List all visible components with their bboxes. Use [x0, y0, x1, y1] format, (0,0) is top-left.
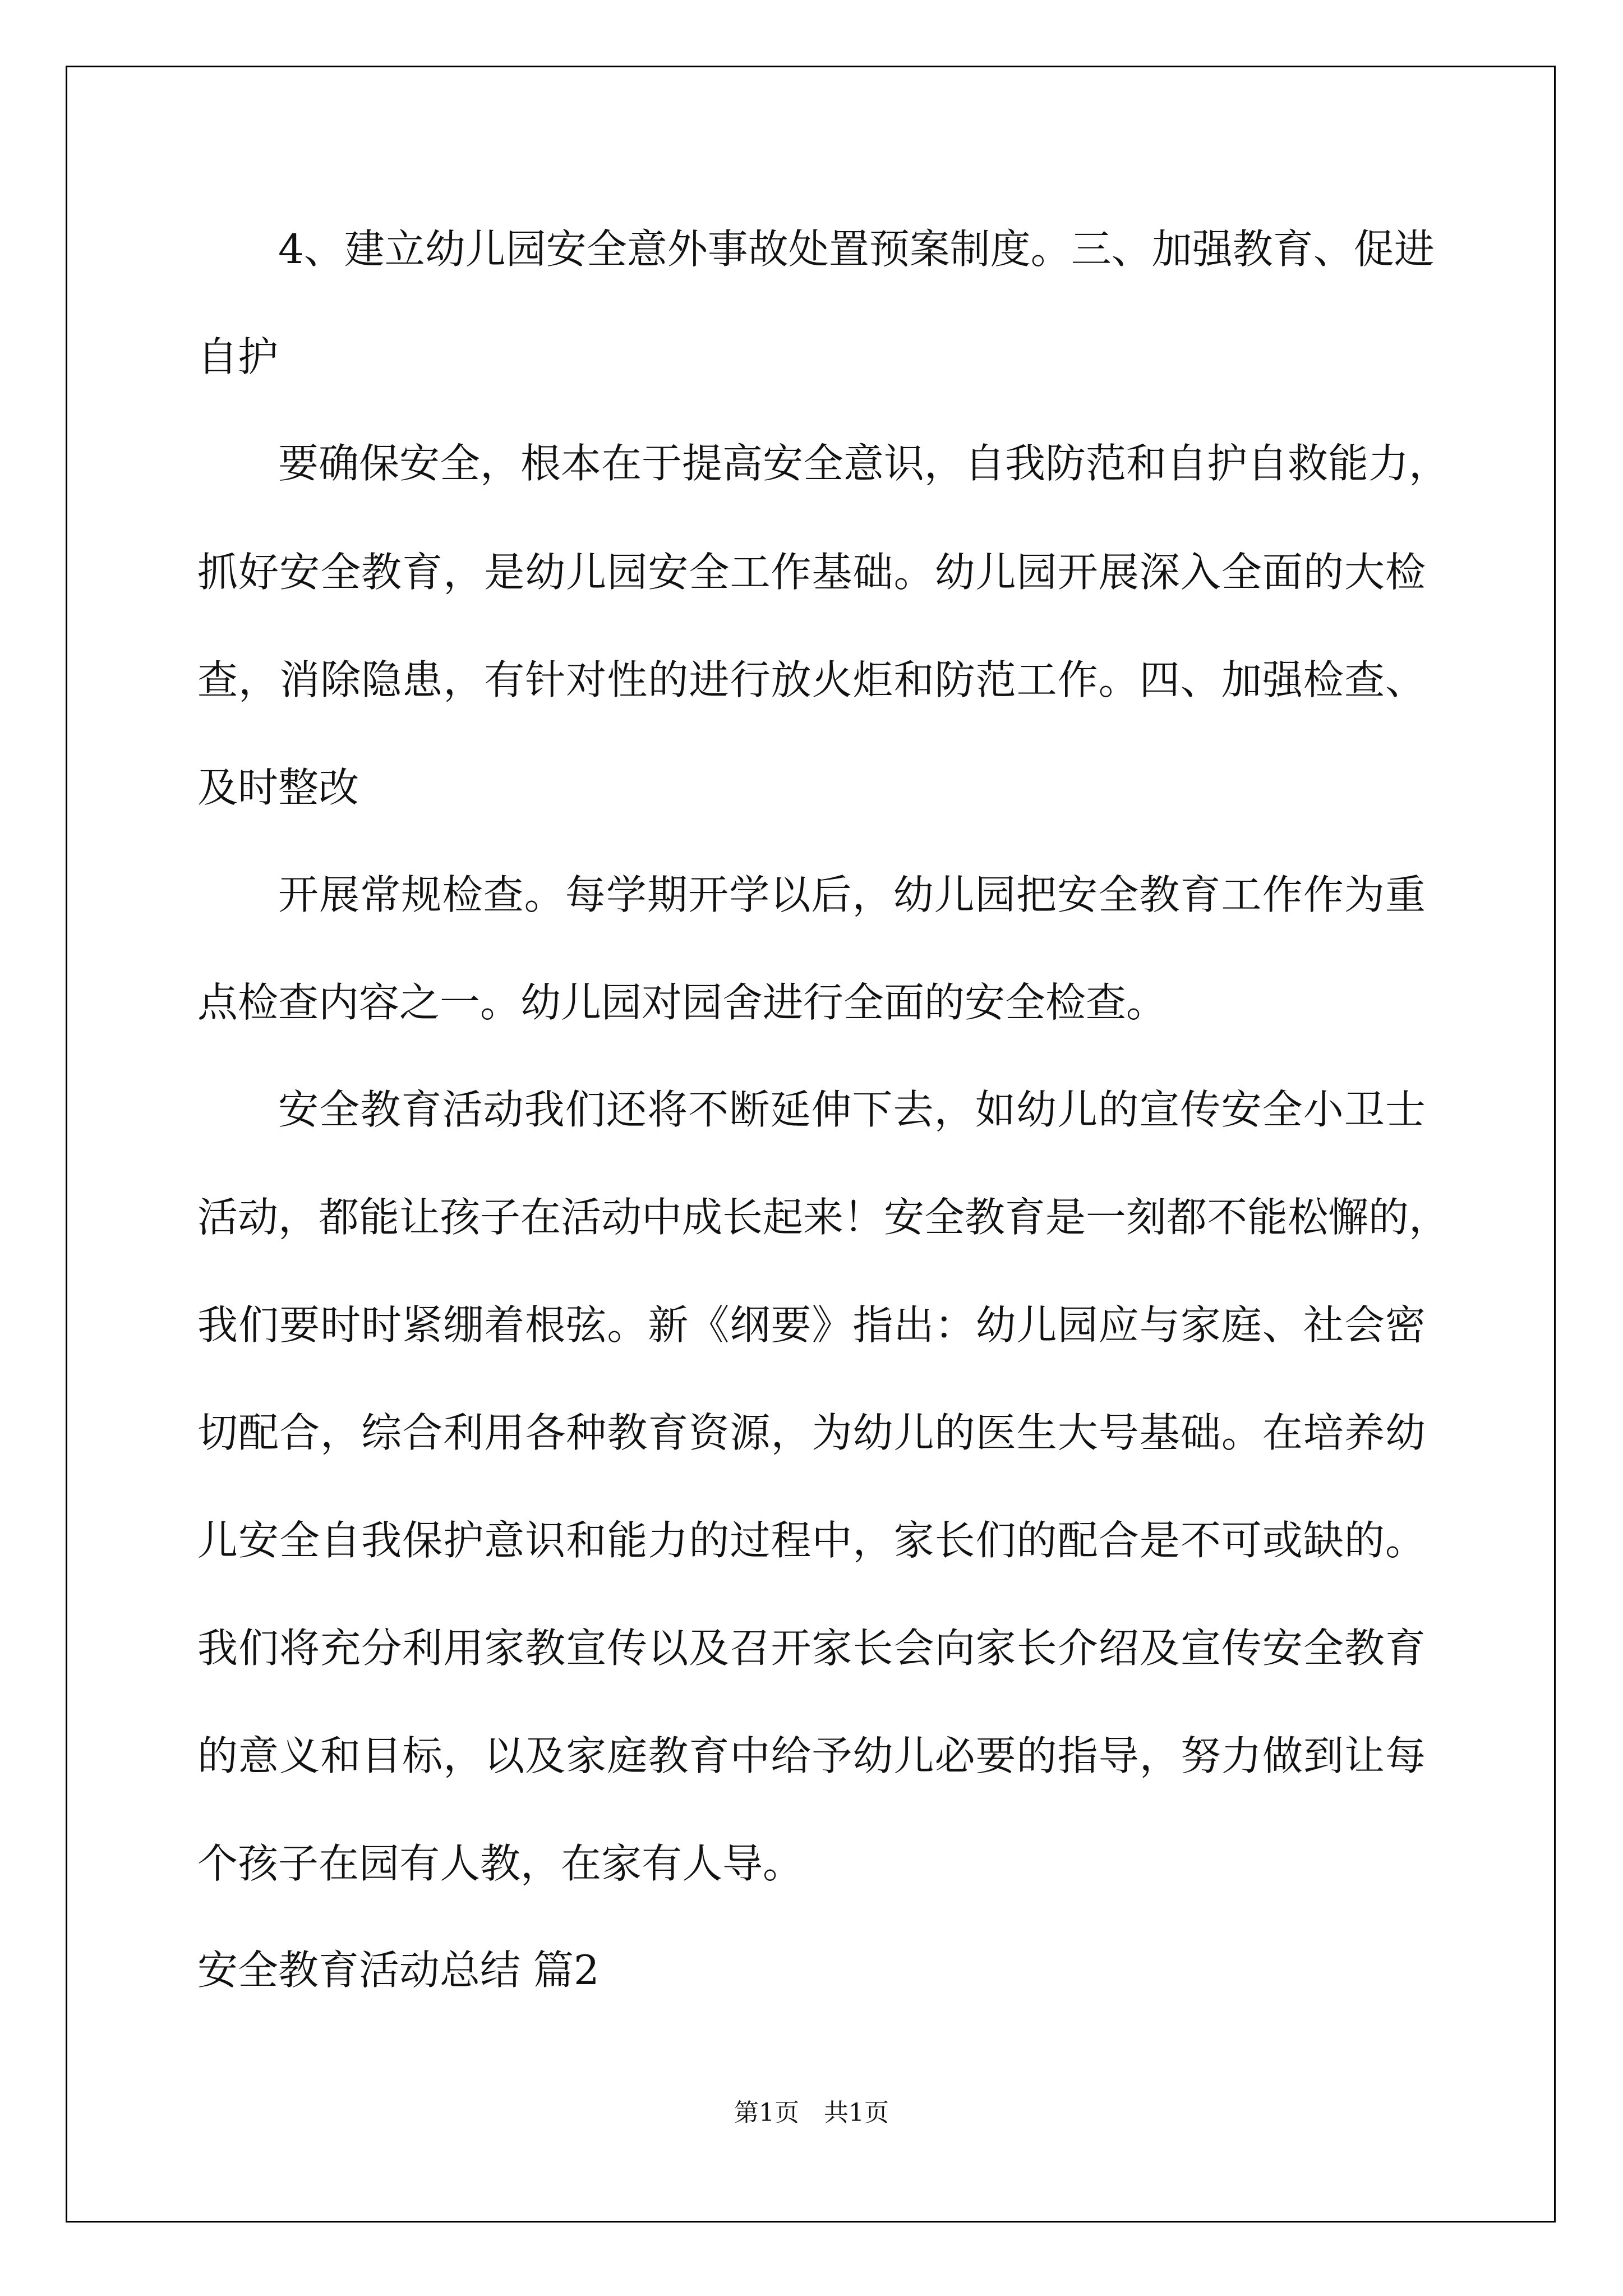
paragraph-line: 儿安全自我保护意识和能力的过程中，家长们的配合是不可或缺的。: [197, 1517, 1426, 1564]
section-heading: 安全教育活动总结 篇2: [197, 1947, 600, 1994]
paragraph-line: 切配合，综合利用各种教育资源，为幼儿的医生大号基础。在培养幼: [197, 1409, 1426, 1456]
paragraph-line: 4、建立幼儿园安全意外事故处置预案制度。三、加强教育、促进: [278, 226, 1435, 273]
paragraph-line: 我们要时时紧绷着根弦。新《纲要》指出：幼儿园应与家庭、社会密: [197, 1301, 1426, 1349]
paragraph-line: 查，消除隐患，有针对性的进行放火炬和防范工作。四、加强检查、: [197, 656, 1426, 703]
paragraph-line: 抓好安全教育，是幼儿园安全工作基础。幼儿园开展深入全面的大检: [197, 549, 1426, 596]
paragraph-line: 我们将充分利用家教宣传以及召开家长会向家长介绍及宣传安全教育: [197, 1625, 1426, 1672]
paragraph-line: 要确保安全，根本在于提高安全意识，自我防范和自护自救能力，: [278, 440, 1450, 487]
page-border: [66, 66, 1556, 2223]
paragraph-line: 开展常规检查。每学期开学以后，幼儿园把安全教育工作作为重: [278, 871, 1426, 918]
page-number-footer: 第1页 共1页: [734, 2099, 889, 2127]
paragraph-line: 自护: [197, 333, 279, 380]
paragraph-line: 及时整改: [197, 764, 359, 811]
paragraph-line: 点检查内容之一。幼儿园对园舍进行全面的安全检查。: [197, 979, 1167, 1026]
paragraph-line: 安全教育活动我们还将不断延伸下去，如幼儿的宣传安全小卫士: [278, 1086, 1426, 1133]
paragraph-line: 活动，都能让孩子在活动中成长起来！安全教育是一刻都不能松懈的，: [197, 1194, 1450, 1241]
paragraph-line: 的意义和目标，以及家庭教育中给予幼儿必要的指导，努力做到让每: [197, 1732, 1426, 1779]
paragraph-line: 个孩子在园有人教，在家有人导。: [197, 1840, 804, 1887]
